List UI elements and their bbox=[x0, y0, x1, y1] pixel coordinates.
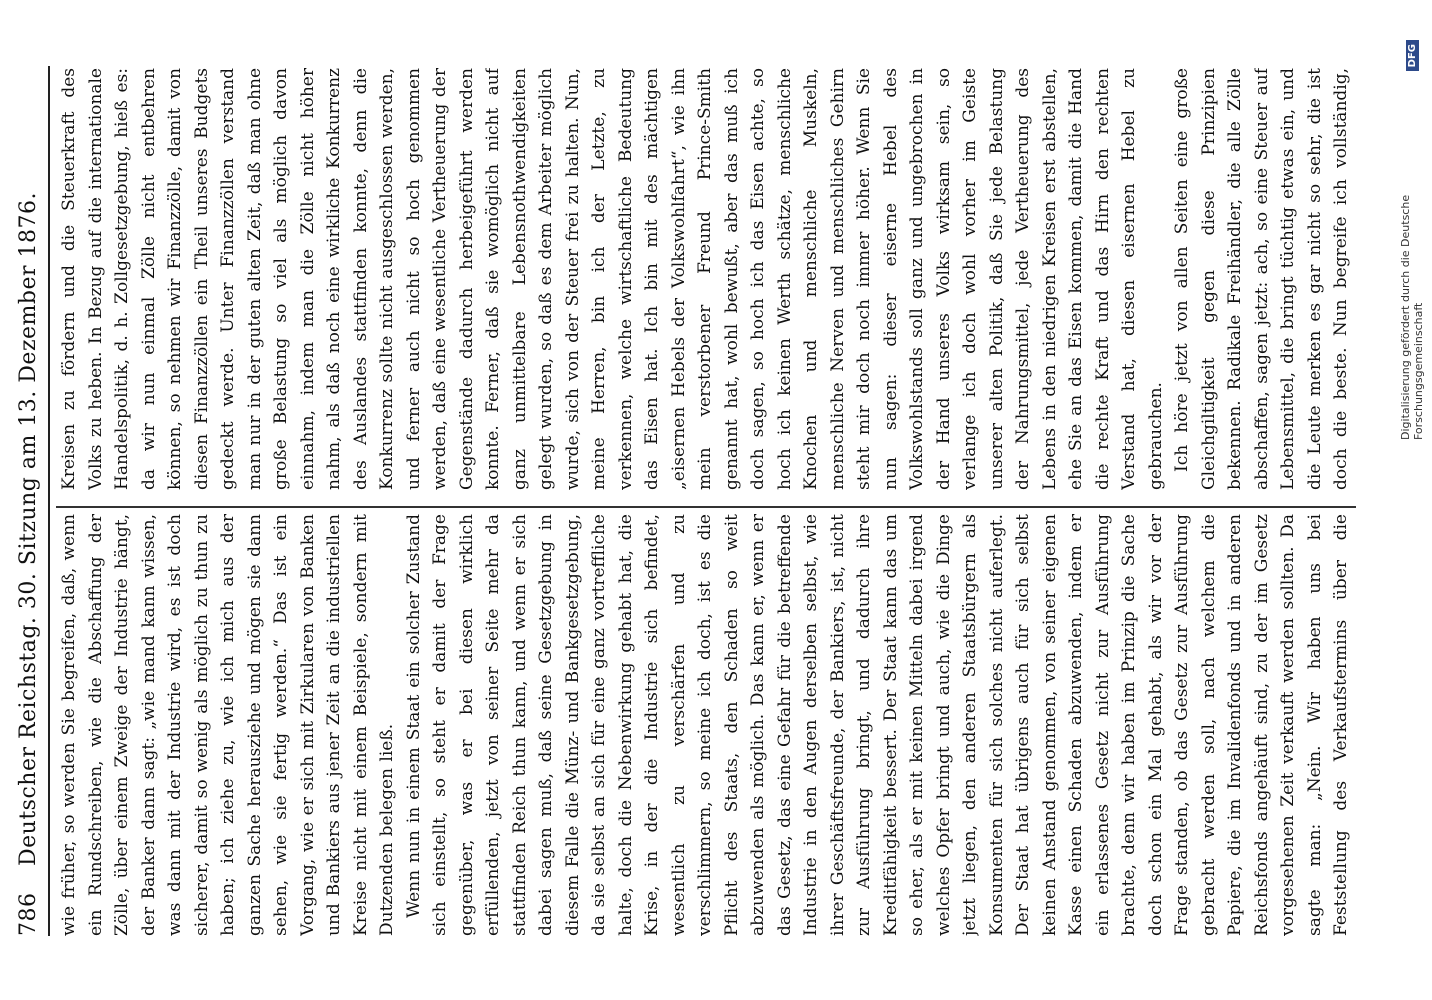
column-divider bbox=[56, 506, 1356, 508]
page-number: 786 bbox=[16, 892, 41, 936]
header-rule bbox=[48, 66, 50, 936]
dfg-logo: DFG bbox=[1406, 40, 1419, 71]
paragraph: Ich höre jetzt von allen Seiten eine große Gleichgiltigkeit gegen diese Prinzipien bekennen. Radikale Freihändler, die alle Zölle abschaffen, sagen jetzt: ach, so eine Steuer auf Lebensmittel, die bringt tüchtig etwas ein, und die Leute merken es gar nicht so sehr, die ist doch die beste. Nun begreife ich vollständig, bbox=[1172, 68, 1351, 490]
right-column bbox=[56, 68, 1356, 490]
left-column bbox=[56, 514, 1356, 936]
paragraph: Kreisen zu fördern und die Steuerkraft des Volks zu heben. In Bezug auf die internationale Handelspolitik, d. h. Zollgesetzgebung, hieß es: da wir nun einmal Zölle nicht entbehren können, so nehmen wir Finanzzölle, damit von diesen Finanzzöllen ein Theil unseres Budgets gedeckt werde. Unter Finanzzöllen verstand man nur in der guten alten Zeit, daß man ohne große Belastung so viel als möglich davon einnahm, indem man die Zölle nicht höher nahm, als daß noch eine wirkliche Konkurrenz des Auslandes stattfinden konnte, denn die Konkurrenz sollte nicht ausgeschlossen werden, und ferner auch nicht so hoch genommen werden, daß eine wesentliche Vertheuerung der Gegenstände dadurch herbeigeführt werden konnte. Ferner, daß sie womöglich nicht auf ganz unmittelbare Lebensnothwendigkeiten gelegt wurden, so daß es dem Arbeiter möglich wurde, sich von der Steuer frei zu halten. Nun, meine Herren, bin ich der Letzte, zu verkennen, welche wirtschaftliche Bedeutung das Eisen hat. Ich bin mit des mächtigen „eisernen Hebels der Volkswohlfahrt“, wie ihn mein verstorbener Freund Prince-Smith genannt hat, wohl bewußt, aber das muß ich doch sagen, so hoch ich das Eisen achte, so hoch ich keinen Werth schätze, menschliche Knochen und menschliche Muskeln, menschliche Nerven und menschliches Gehirn steht mir doch noch immer höher. Wenn Sie nun sagen: dieser eiserne Hebel des Volkswohlstands soll ganz und ungebrochen in der Hand unseres Volks wirksam sein, so verlange ich doch wohl vorher im Geiste unserer alten Politik, daß Sie jede Belastung der Nahrungsmittel, jede Vertheuerung des Lebens in den niedrigen Kreisen erst abstellen, ehe Sie an das Eisen kommen, damit die Hand die rechte Kraft und das Hirn den rechten Verstand hat, diesen eisernen Hebel zu gebrauchen. bbox=[59, 68, 1166, 490]
credit-text: Digitalisierung gefördert durch die Deutsche Forschungsgemeinschaft bbox=[1399, 194, 1425, 440]
paragraph: Wenn nun in einem Staat ein solcher Zustand sich einstellt, so steht er damit der Frage gegenüber, was er bei diesen wirklich erfüllenden, jetzt von seiner Seite mehr da stattfinden Reich thun kann, und wenn er sich dabei sagen muß, daß seine Gesetzgebung in diesem Falle die Münz- und Bankgesetzgebung, da sie selbst an sich für eine ganz vortreffliche halte, doch die Nebenwirkung gehabt hat, die Krise, in der die Industrie sich befindet, wesentlich zu verschärfen und zu verschlimmern, so meine ich doch, ist es die Pflicht des Staats, den Schaden so weit abzuwenden als möglich. Das kann er, wenn er das Gesetz, das eine Gefahr für die betreffende Industrie in den Augen derselben selbst, wie ihrer Geschäftsfreunde, der Bankiers, ist, nicht zur Ausführung bringt, und dadurch ihre Kreditfähigkeit bessert. Der Staat kann das um so eher, als er mit keinen Mitteln dabei irgend welches Opfer bringt und auch, wie die Dinge jetzt liegen, den anderen Staatsbürgern als Konsumenten für sich solches nicht auferlegt. Der Staat hat übrigens auch für sich selbst keinen Anstand genommen, von seiner eigenen Kasse einen Schaden abzuwenden, indem er ein erlassenes Gesetz nicht zur Ausführung brachte, denn wir haben im Prinzip die Sache doch schon ein Mal gehabt, als wir vor der Frage standen, ob das Gesetz zur Ausführung gebracht werden soll, nach welchem die Papiere, die im Invalidenfonds und in anderen Reichsfonds angehäuft sind, zu der im Gesetz vorgesehenen Zeit verkauft werden sollten. Da sagte man: „Nein. Wir haben uns bei Feststellung des Verkaufstermins über die bbox=[403, 514, 1351, 936]
page-title: Deutscher Reichstag. 30. Sitzung am 13. Dezember 1876. bbox=[16, 191, 41, 866]
digitization-credit bbox=[1400, 40, 1424, 440]
paragraph: wie früher, so werden Sie begreifen, daß, wenn ein Rundschreiben, wie die Abschaffung der Zölle, über einem Zweige der Industrie hängt, der Banker dann sagt: „wie mand kann wissen, was dann mit der Industrie wird, es ist doch sicherer, damit so wenig als möglich zu thun zu haben; ich ziehe zu, wie ich mich aus der ganzen Sache herausziehe und mögen sie dann sehen, wie sie fertig werden.“ Das ist ein Vorgang, wie er sich mit Zirkularen von Banken und Bankiers aus jener Zeit an die industriellen Kreise nicht mit einem Beispiele, sondern mit Dutzenden belegen ließ. bbox=[59, 514, 397, 936]
running-head bbox=[16, 66, 46, 936]
